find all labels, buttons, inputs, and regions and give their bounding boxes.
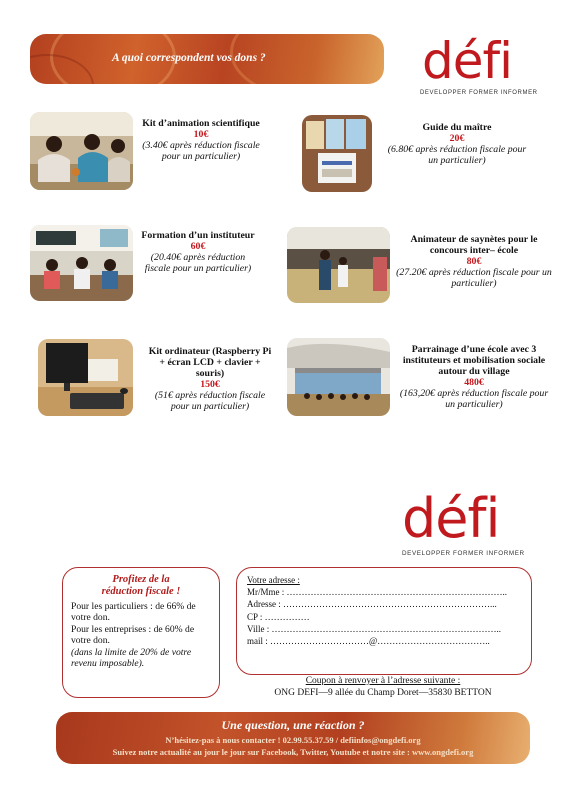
photo-teacher-training [30,225,133,301]
item-price: 60€ [190,241,206,252]
item-title: Parrainage d’une école avec 3 instituteurs et mobilisation sociale autour du village [402,344,546,377]
photo-science-kit [30,112,133,190]
coupon-address: ONG DEFI—9 allée du Champ Doret—35830 BETTON [274,688,492,698]
form-mail-field[interactable]: mail : ……………………………@……………………………….. [247,636,490,647]
logo-tagline-secondary: DEVELOPPER FORMER INFORMER [402,550,525,557]
tax-reduction-box [62,567,220,698]
item-computer-kit [148,346,272,412]
item-title: Guide du maître [422,122,492,133]
defi-logo-secondary: défi [402,487,500,550]
item-price: 150€ [200,379,220,390]
item-price: 10€ [193,129,209,140]
form-heading: Votre adresse : [247,575,300,585]
form-name-field[interactable]: Mr/Mme : ……………………………………………………………….. [247,587,507,598]
tax-box-title-1: Profitez de la [112,574,170,585]
form-address-field[interactable]: Adresse : ……………………………………………………………... [247,599,497,610]
item-title: Formation d’un instituteur [141,230,255,241]
item-reduction: (20.40€ après réduction fiscale pour un particulier) [144,252,252,274]
item-teacher-training [140,230,256,274]
footer-contact: N’hésitez-pas à nous contacter ! 02.99.55.37.59 / defiinfos@ongdefi.org [165,735,421,745]
banner-title: A quoi correspondent vos dons ? [112,52,266,64]
footer-follow: Suivez notre actualité au jour le jour sur Facebook, Twitter, Youtube et notre site : www.ongdefi.org [112,747,474,757]
form-city-field[interactable]: Ville : ………………………………………………………………….. [247,623,501,634]
item-reduction: (51€ après réduction fiscale pour un particulier) [154,390,266,412]
item-title: Animateur de saynètes pour le concours inter– école [410,234,538,256]
coupon-block [236,675,530,699]
coupon-heading: Coupon à renvoyer à l’adresse suivante : [305,676,461,686]
form-cp-field[interactable]: CP : …………… [247,611,310,622]
item-price: 80€ [466,256,482,267]
tax-box-title-2: réduction fiscale ! [101,586,181,597]
item-price: 20€ [449,133,465,144]
tax-entreprises: Pour les entreprises : de 60% de votre don. [71,623,195,647]
photo-teacher-guide [302,115,372,192]
photo-skit-animator [287,227,390,303]
footer-question: Une question, une réaction ? [221,718,365,732]
tax-limit: (dans la limite de 20% de votre revenu imposable). [71,646,192,670]
photo-school-sponsorship [287,338,390,416]
tax-particuliers: Pour les particuliers : de 66% de votre don. [71,601,196,624]
item-skit-animator [396,234,552,289]
item-title: Kit ordinateur (Raspberry Pi + écran LCD + clavier + souris) [148,346,272,379]
item-price: 480€ [464,377,484,388]
defi-logo: défi [422,32,512,90]
logo-tagline: DEVELOPPER FORMER INFORMER [420,90,538,96]
item-teacher-guide [382,122,532,166]
address-form-box [236,567,532,675]
item-title: Kit d’animation scientifique [142,118,260,129]
item-science-kit [134,118,268,162]
item-school-sponsorship [398,344,550,410]
item-reduction: (6.80€ après réduction fiscale pour un particulier) [387,144,527,166]
item-reduction: (163,20€ après réduction fiscale pour un particulier) [399,388,549,410]
item-reduction: (27.20€ après réduction fiscale pour un particulier) [396,267,552,289]
item-reduction: (3.40€ après réduction fiscale pour un particulier) [142,140,260,162]
footer-banner [56,712,530,764]
photo-computer-kit [38,339,133,416]
